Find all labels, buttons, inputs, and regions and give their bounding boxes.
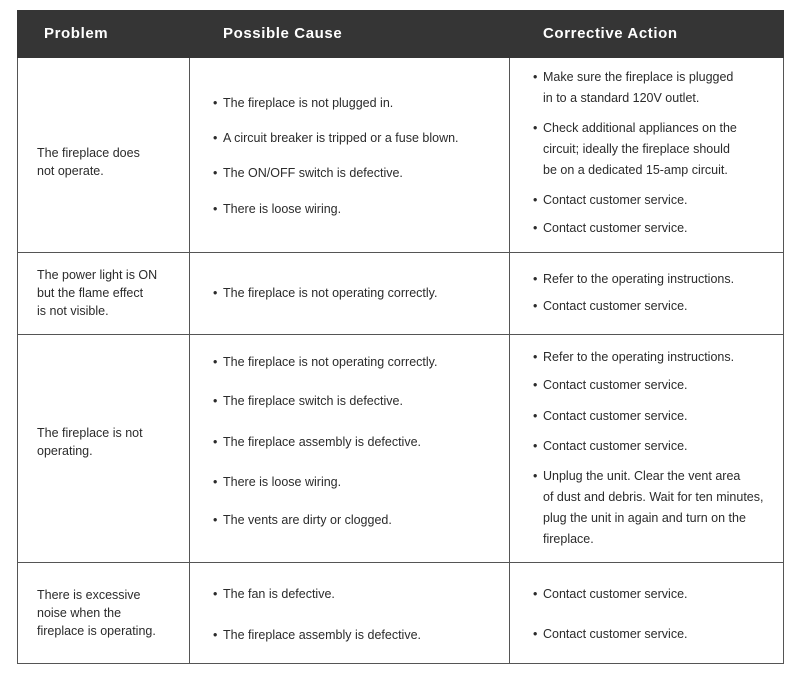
action-line: be on a dedicated 15-amp circuit. <box>543 163 728 177</box>
border-left <box>17 58 18 664</box>
row-4-cause-2: • The fireplace assembly is defective. <box>213 625 421 646</box>
row-3-cause-3: • The fireplace assembly is defective. <box>213 432 421 453</box>
action-line: in to a standard 120V outlet. <box>543 91 700 105</box>
row-2-problem-line: The power light is ON <box>37 268 158 282</box>
row-1-cause-1: • The fireplace is not plugged in. <box>213 93 393 114</box>
row-1-action-3: • Contact customer service. <box>533 190 688 211</box>
row-1-problem <box>37 144 140 180</box>
row-4-action-1: • Contact customer service. <box>533 584 688 605</box>
header-possible-cause: Possible Cause <box>223 25 343 42</box>
row-3-cause-4: • There is loose wiring. <box>213 472 341 493</box>
row-3-problem <box>37 424 143 460</box>
row-1-problem-line: not operate. <box>37 164 104 178</box>
row-2-action-2: • Contact customer service. <box>533 296 688 317</box>
row-divider-2 <box>17 334 784 335</box>
row-1-cause-2: • A circuit breaker is tripped or a fuse blown. <box>213 128 459 149</box>
action-line: of dust and debris. Wait for ten minutes, <box>543 490 764 504</box>
column-divider-2 <box>509 58 510 664</box>
row-1-action-1 <box>533 67 733 109</box>
row-3-action-1: • Refer to the operating instructions. <box>533 347 734 368</box>
border-bottom <box>17 663 784 664</box>
row-4-problem <box>37 586 156 640</box>
row-1-problem-line: The fireplace does <box>37 146 140 160</box>
row-2-problem-line: is not visible. <box>37 304 109 318</box>
row-2-action-1: • Refer to the operating instructions. <box>533 269 734 290</box>
action-line: fireplace. <box>543 532 594 546</box>
row-3-action-5 <box>533 466 763 550</box>
row-1-action-2 <box>533 118 737 181</box>
row-divider-1 <box>17 252 784 253</box>
row-3-cause-1: • The fireplace is not operating correctly. <box>213 352 437 373</box>
row-3-problem-line: The fireplace is not <box>37 426 143 440</box>
row-2-problem <box>37 266 157 320</box>
table-header <box>17 10 784 58</box>
row-3-cause-5: • The vents are dirty or clogged. <box>213 510 392 531</box>
header-problem: Problem <box>44 25 109 42</box>
row-4-problem-line: fireplace is operating. <box>37 624 156 638</box>
action-line: • Unplug the unit. Clear the vent area <box>543 469 741 483</box>
row-3-action-4: • Contact customer service. <box>533 436 688 457</box>
row-4-cause-1: • The fan is defective. <box>213 584 335 605</box>
action-line: • Check additional appliances on the <box>543 121 737 135</box>
row-4-problem-line: There is excessive <box>37 588 141 602</box>
row-4-problem-line: noise when the <box>37 606 122 620</box>
border-right <box>783 58 784 664</box>
column-divider-1 <box>189 58 190 664</box>
row-1-cause-4: • There is loose wiring. <box>213 199 341 220</box>
row-3-problem-line: operating. <box>37 444 93 458</box>
header-corrective-action: Corrective Action <box>543 25 678 42</box>
row-3-cause-2: • The fireplace switch is defective. <box>213 391 403 412</box>
row-1-cause-3: • The ON/OFF switch is defective. <box>213 163 403 184</box>
row-3-action-2: • Contact customer service. <box>533 375 688 396</box>
row-4-action-2: • Contact customer service. <box>533 624 688 645</box>
action-line: circuit; ideally the fireplace should <box>543 142 730 156</box>
row-1-action-4: • Contact customer service. <box>533 218 688 239</box>
action-line: • Make sure the fireplace is plugged <box>543 70 734 84</box>
row-divider-3 <box>17 562 784 563</box>
action-line: plug the unit in again and turn on the <box>543 511 746 525</box>
table-body <box>17 58 784 664</box>
row-2-cause-1: • The fireplace is not operating correctly. <box>213 283 437 304</box>
row-3-action-3: • Contact customer service. <box>533 406 688 427</box>
row-2-problem-line: but the flame effect <box>37 286 144 300</box>
